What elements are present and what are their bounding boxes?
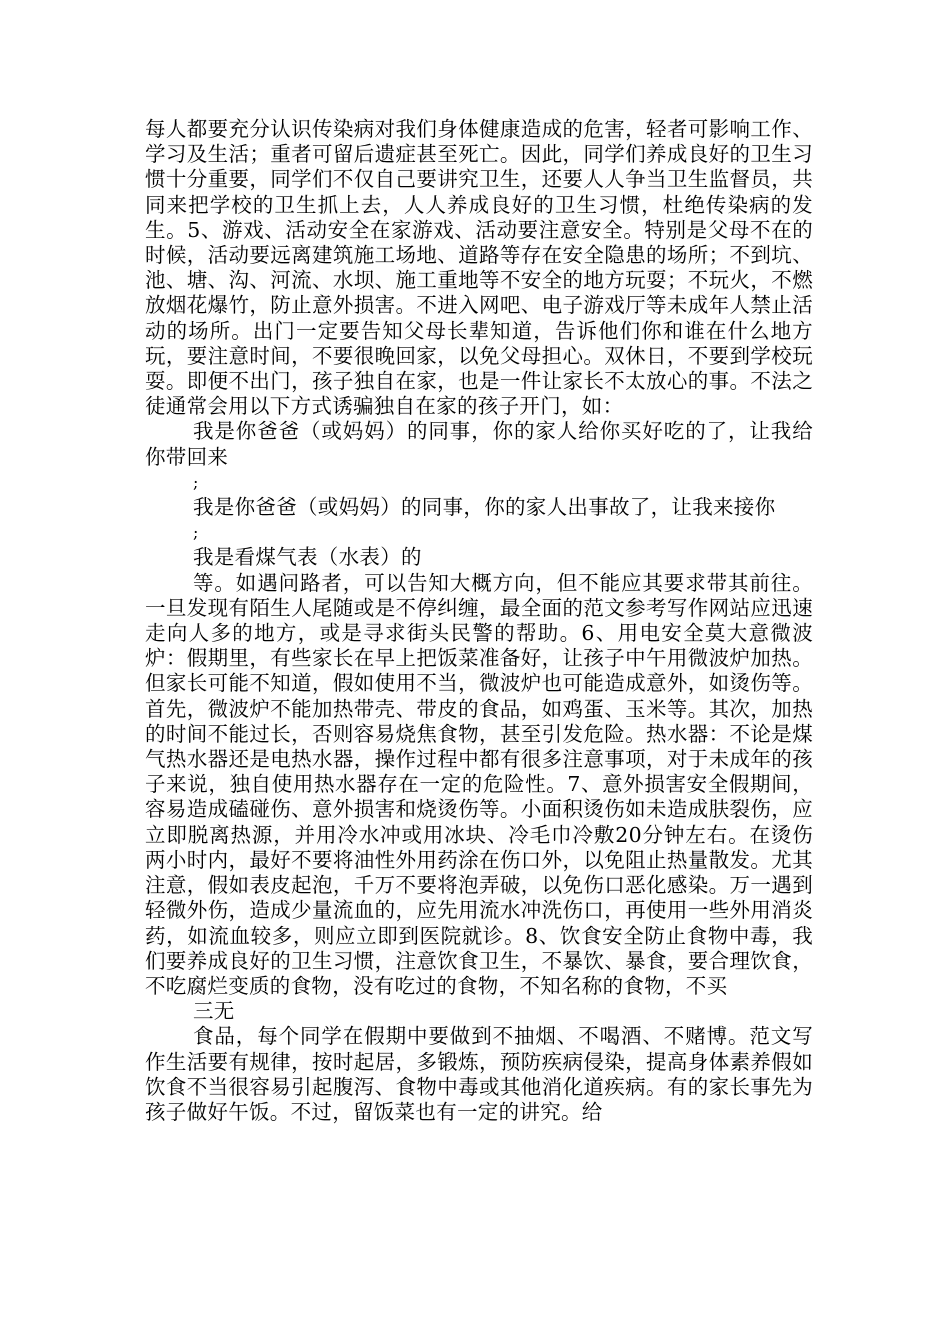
paragraph-quote-1: 我是你爸爸（或妈妈）的同事，你的家人给你买好吃的了，让我给你带回来 [145,419,813,469]
paragraph-food: 食品，每个同学在假期中要做到不抽烟、不喝酒、不赌博。范文写作生活要有规律，按时起居，多锻炼，预防疾病侵染，提高身体素养假如饮食不当很容易引起腹泻、食物中毒或其他消化道疾病。有的家长事先为孩子做好午饭。不过，留饭菜也有一定的讲究。给 [145,1024,813,1124]
semicolon-1: ; [193,472,199,492]
paragraph-intro: 每人都要充分认识传染病对我们身体健康造成的危害，轻者可影响工作、学习及生活；重者可留后遗症甚至死亡。因此，同学们养成良好的卫生习惯十分重要，同学们不仅自己要讲究卫生，还要人人争当卫生监督员，共同来把学校的卫生抓上去，人人养成良好的卫生习惯，杜绝传染病的发生。5、游戏、活动安全在家游戏、活动要注意安全。特别是父母不在的时候，活动要远离建筑施工场地、道路等存在安全隐患的场所；不到坑、池、塘、沟、河流、水坝、施工重地等不安全的地方玩耍；不玩火，不燃放烟花爆竹，防止意外损害。不进入网吧、电子游戏厅等未成年人禁止活动的场所。出门一定要告知父母长辈知道，告诉他们你和谁在什么地方玩，要注意时间，不要很晚回家，以免父母担心。双休日，不要到学校玩耍。即便不出门，孩子独自在家，也是一件让家长不太放心的事。不法之徒通常会用以下方式诱骗独自在家的孩子开门，如： [145,117,813,419]
document-page [145,117,813,1125]
paragraph-quote-3: 我是看煤气表（水表）的 [193,545,422,570]
semicolon-2: ; [193,523,199,543]
paragraph-quote-2: 我是你爸爸（或妈妈）的同事，你的家人出事故了，让我来接你 [193,495,776,520]
paragraph-three-no: 三无 [193,999,235,1024]
paragraph-safety: 等。如遇问路者，可以告知大概方向，但不能应其要求带其前往。一旦发现有陌生人尾随或是不停纠缠，最全面的范文参考写作网站应迅速走向人多的地方，或是寻求街头民警的帮助。6、用电安全莫大意微波炉：假期里，有些家长在早上把饭菜准备好，让孩子中午用微波炉加热。但家长可能不知道，假如使用不当，微波炉也可能造成意外，如烫伤等。首先，微波炉不能加热带壳、带皮的食品，如鸡蛋、玉米等。其次，加热的时间不能过长，否则容易烧焦食物，甚至引发危险。热水器：不论是煤气热水器还是电热水器，操作过程中都有很多注意事项，对于未成年的孩子来说，独自使用热水器存在一定的危险性。7、意外损害安全假期间，容易造成磕碰伤、意外损害和烧烫伤等。小面积烫伤如未造成肤裂伤，应立即脱离热源，并用冷水冲或用冰块、冷毛巾冷敷20分钟左右。在烫伤两小时内，最好不要将油性外用药涂在伤口外，以免阻止热量散发。尤其注意，假如表皮起泡，千万不要将泡弄破，以免伤口恶化感染。万一遇到轻微外伤，造成少量流血的，应先用流水冲洗伤口，再使用一些外用消炎药，如流血较多，则应立即到医院就诊。8、饮食安全防止食物中毒，我们要养成良好的卫生习惯，注意饮食卫生，不暴饮、暴食，要合理饮食，不吃腐烂变质的食物，没有吃过的食物，不知名称的食物，不买 [145,570,813,998]
